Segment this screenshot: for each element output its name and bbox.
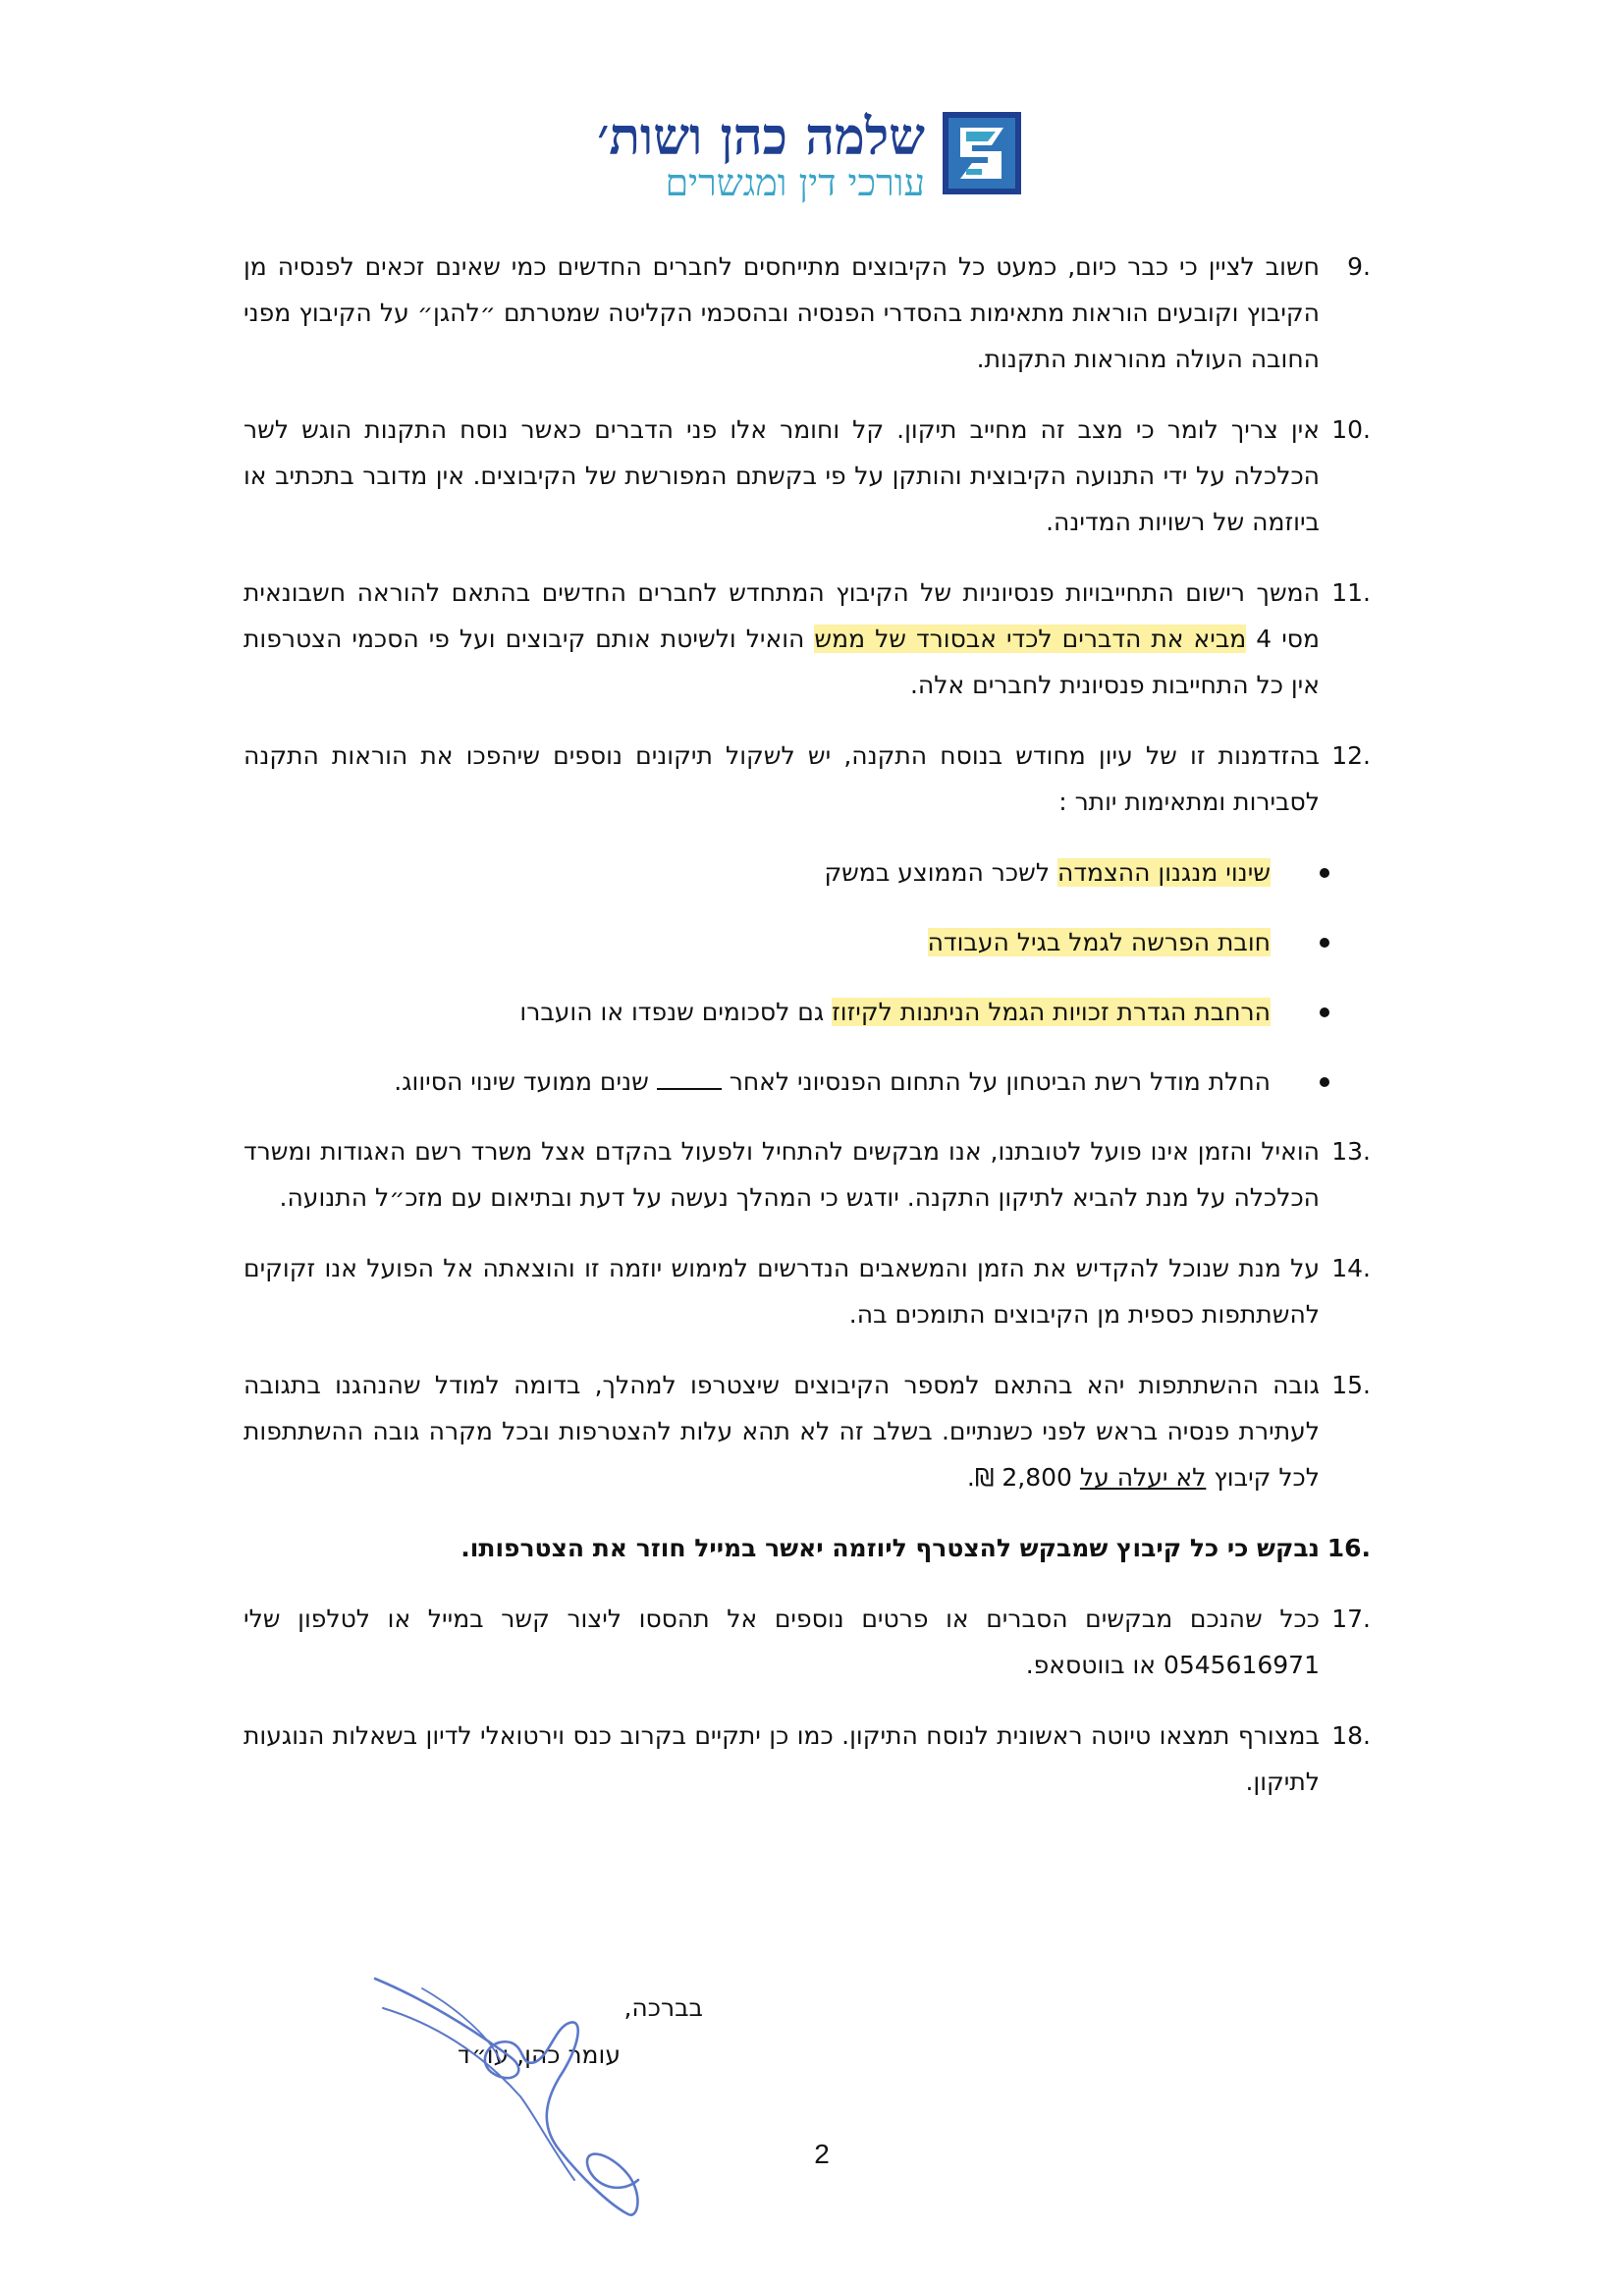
list-item [244, 989, 1371, 1035]
paragraph-number: 17. [1331, 1605, 1371, 1633]
list-item-text: שנים ממועד שינוי הסיווג. [394, 1067, 657, 1096]
paragraph-number: 12. [1331, 741, 1371, 770]
paragraph-text: בהזדמנות זו של עיון מחודש בנוסח התקנה, יש לשקול תיקונים נוספים שיהפכו את הוראות התקנה לסבירות ומתאימות יותר : [244, 741, 1320, 816]
paragraph-14 [244, 1245, 1371, 1337]
paragraph-text: הואיל והזמן אינו פועל לטובתנו, אנו מבקשים להתחיל ולפעול בהקדם אצל משרד רשם האגודות ומשרד הכלכלה על מנת להביא לתיקון התקנה. יודגש כי המהלך נעשה על דעת ובתיאום עם מזכ״ל התנועה. [244, 1137, 1320, 1212]
letterhead [589, 102, 1021, 204]
paragraph-9 [244, 244, 1371, 382]
bullet-icon [1320, 938, 1329, 948]
amendment-list [244, 849, 1371, 1105]
bullet-icon [1320, 868, 1329, 878]
bullet-icon [1320, 1077, 1329, 1087]
paragraph-10 [244, 407, 1371, 545]
paragraph-11 [244, 570, 1371, 708]
page-number: 2 [814, 2139, 830, 2169]
highlighted-text: חובת הפרשה לגמל בגיל העבודה [927, 928, 1271, 956]
paragraph-17 [244, 1596, 1371, 1688]
paragraph-text: ככל שהנכם מבקשים הסברים או פרטים נוספים אל תהססו ליצור קשר במייל או לטלפון שלי 0545616971 או בווטסאפ. [244, 1605, 1320, 1679]
paragraph-number: 10. [1331, 415, 1371, 444]
paragraph-15 [244, 1362, 1371, 1500]
paragraph-text: במצורף תמצאו טיוטה ראשונית לנוסח התיקון. כמו כן יתקיים בקרוב כנס וירטואלי לדיון בשאלות הנוגעות לתיקון. [244, 1721, 1320, 1796]
paragraph-text: אין צריך לומר כי מצב זה מחייב תיקון. קל וחומר אלו פני הדברים כאשר נוסח התקנות הוגש לשר הכלכלה על ידי התנועה הקיבוצית והותקן על פי בקשתם המפורשת של הקיבוצים. אין מדובר בתכתיב או ביוזמה של רשויות המדינה. [244, 415, 1320, 536]
handwritten-signature-icon [363, 1969, 658, 2224]
paragraph-text: 2,800 ₪. [966, 1463, 1080, 1492]
paragraph-text: המשך רישום התחייבויות פנסיוניות של הקיבוץ המתחדש לחברים החדשים בהתאם להוראה חשבונאית מסי 4 [244, 578, 1320, 653]
firm-subtitle: עורכי דין ומגשרים [665, 161, 925, 204]
paragraph-number: 16. [1326, 1534, 1371, 1562]
firm-logo-icon [943, 112, 1021, 194]
paragraph-number: 9. [1347, 252, 1371, 281]
letter-body [244, 244, 1371, 1829]
paragraph-text: נבקש כי כל קיבוץ שמבקש להצטרף ליוזמה יאשר במייל חוזר את הצטרפותו. [460, 1534, 1320, 1562]
paragraph-18 [244, 1713, 1371, 1805]
paragraph-text: הואיל ולשיטת אותם קיבוצים ועל פי הסכמי הצטרפות אין כל התחייבות פנסיונית לחברים אלה. [244, 625, 1320, 699]
list-item-text: לשכר הממוצע במשק [824, 858, 1057, 887]
paragraph-text: גובה ההשתתפות יהא בהתאם למספר הקיבוצים שיצטרפו למהלך, בדומה למודל שהנהגנו בתגובה לעתירת פנסיה בראש לפני כשנתיים. בשלב זה לא תהא עלות להצטרפות ובכל מקרה גובה ההשתתפות לכל קיבוץ [244, 1371, 1320, 1492]
underlined-text: לא יעלה על [1079, 1463, 1207, 1492]
paragraph-13 [244, 1128, 1371, 1221]
list-item-text: גם לסכומים שנפדו או הועברו [519, 998, 833, 1026]
paragraph-text: חשוב לציין כי כבר כיום, כמעט כל הקיבוצים מתייחסים לחברים החדשים כמי שאינם זכאים לפנסיה מן הקיבוץ וקובעים הוראות מתאימות בהסדרי הפנסיה ובהסכמי הקליטה שמטרתם ״להגן״ על הקיבוץ מפני החובה העולה מהוראות התקנות. [244, 252, 1320, 373]
paragraph-number: 11. [1331, 578, 1371, 607]
list-item-text: החלת מודל רשת הביטחון על התחום הפנסיוני לאחר [721, 1067, 1271, 1096]
paragraph-text: על מנת שנוכל להקדיש את הזמן והמשאבים הנדרשים למימוש יוזמה זו והוצאתה אל הפועל אנו זקוקים להשתתפות כספית מן הקיבוצים התומכים בה. [244, 1254, 1320, 1329]
list-item [244, 849, 1371, 896]
paragraph-number: 15. [1331, 1371, 1371, 1399]
paragraph-number: 18. [1331, 1721, 1371, 1750]
paragraph-number: 13. [1331, 1137, 1371, 1166]
list-item [244, 1059, 1371, 1105]
firm-name: שלמה כהן ושות׳ [597, 107, 925, 167]
list-item [244, 919, 1371, 965]
paragraph-16 [244, 1525, 1371, 1571]
paragraph-number: 14. [1331, 1254, 1371, 1282]
closing-greeting: בברכה, [623, 1993, 703, 2022]
highlighted-text: הרחבת הגדרת זכויות הגמל הניתנות לקיזוז [832, 998, 1271, 1026]
highlighted-text: מביא את הדברים לכדי אבסורד של ממש [814, 625, 1247, 653]
fill-in-blank [657, 1070, 722, 1090]
highlighted-text: שינוי מנגנון ההצמדה [1057, 858, 1271, 887]
signatory-name: עומר כהן, עו״ד [458, 2040, 621, 2069]
bullet-icon [1320, 1007, 1329, 1017]
paragraph-12 [244, 733, 1371, 825]
